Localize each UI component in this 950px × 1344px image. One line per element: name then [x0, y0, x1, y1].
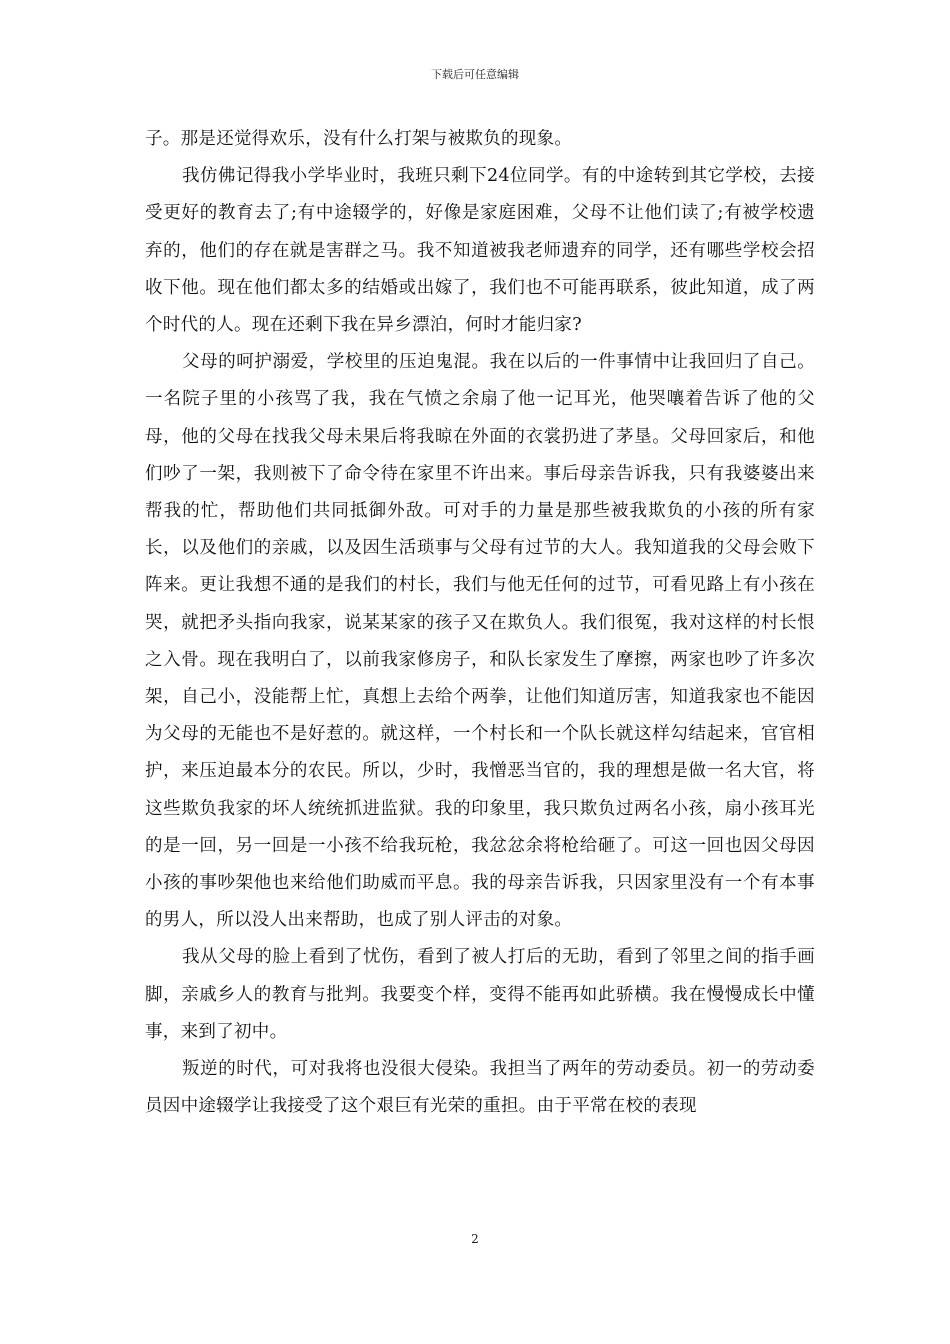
paragraph-parents: 父母的呵护溺爱，学校里的压迫鬼混。我在以后的一件事情中让我回归了自己。一名院子里的小孩骂了我，我在气愤之余扇了他一记耳光，他哭嚷着告诉了他的父母，他的父母在找我父母未果后将我晾在外面的衣裳扔进了茅垦。父母回家后，和他们吵了一架，我则被下了命令待在家里不许出来。事后母亲告诉我，只有我婆婆出来帮我的忙，帮助他们共同抵御外敌。可对手的力量是那些被我欺负的小孩的所有家长，以及他们的亲戚，以及因生活琐事与父母有过节的大人。我知道我的父母会败下阵来。更让我想不通的是我们的村长，我们与他无任何的过节，可看见路上有小孩在哭，就把矛头指向我家，说某某家的孩子又在欺负人。我们很冤，我对这样的村长恨之入骨。现在我明白了，以前我家修房子，和队长家发生了摩擦，两家也吵了许多次架，自己小，没能帮上忙，真想上去给个两拳，让他们知道厉害，知道我家也不能因为父母的无能也不是好惹的。就这样，一个村长和一个队长就这样勾结起来，官官相护，来压迫最本分的农民。所以，少时，我憎恶当官的，我的理想是做一名大官，将这些欺负我家的坏人统统抓进监狱。我的印象里，我只欺负过两名小孩，扇小孩耳光的是一回，另一回是一小孩不给我玩枪，我忿忿余将枪给砸了。可这一回也因父母因小孩的事吵架他也来给他们助威而平息。我的母亲告诉我，只因家里没有一个有本事的男人，所以没人出来帮助，也成了别人评击的对象。	[145, 352, 815, 931]
paragraph-continuation: 子。那是还觉得欢乐，没有什么打架与被欺负的现象。	[145, 129, 573, 149]
document-body	[145, 121, 815, 1125]
paragraph-graduation: 我仿佛记得我小学毕业时，我班只剩下24位同学。有的中途转到其它学校，去接受更好的教育去了;有中途辍学的，好像是家庭困难，父母不让他们读了;有被学校遗弃的，他们的存在就是害群之马。我不知道被我老师遗弃的同学，还有哪些学校会招收下他。现在他们都太多的结婚或出嫁了，我们也不可能再联系，彼此知道，成了两个时代的人。现在还剩下我在异乡漂泊，何时才能归家?	[145, 166, 815, 336]
paragraph-growing-up: 我从父母的脸上看到了忧伤，看到了被人打后的无助，看到了邻里之间的指手画脚，亲戚乡人的教育与批判。我要变个样，变得不能再如此骄横。我在慢慢成长中懂事，来到了初中。	[145, 947, 815, 1042]
page-header: 下载后可任意编辑	[431, 68, 519, 81]
paragraph-middle-school: 叛逆的时代，可对我将也没很大侵染。我担当了两年的劳动委员。初一的劳动委员因中途辍学让我接受了这个艰巨有光荣的重担。由于平常在校的表现	[145, 1059, 815, 1117]
page-number: 2	[471, 1232, 479, 1246]
